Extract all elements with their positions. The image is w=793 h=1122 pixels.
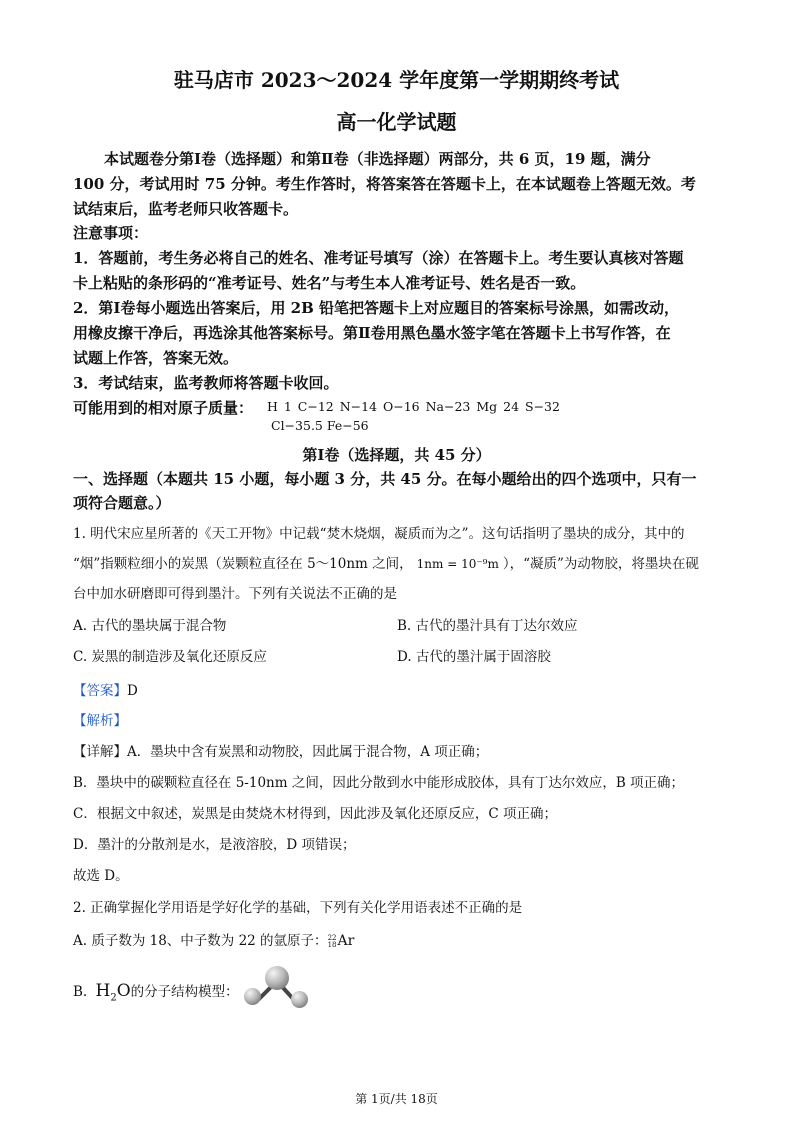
water-molecule-model [240,962,320,1012]
masses-label: 可能用到的相对原子质量： [73,399,254,417]
section-title: 第Ⅰ卷（选择题，共 45 分） [302,446,491,464]
q1-option: D. 古代的墨汁属于固溶胶 [397,649,551,665]
q1-option: B. 古代的墨汁具有丁达尔效应 [397,618,578,634]
q2-option-a [73,929,354,949]
option-text: A. 质子数为 18、中子数为 22 的氩原子： [73,933,328,949]
q1-stem [73,552,699,572]
detail-line: B．墨块中的碳颗粒直径在 5-10nm 之间，因此分散到水中能形成胶体，具有丁达尔效应，B 项正确； [73,775,685,791]
atomic-number: 18 [327,940,337,949]
masses-line: Cl−35.5 Fe−56 [271,418,369,433]
element-symbol: Ar [337,933,355,949]
formula-h: H [95,981,111,1001]
q2-option-b [73,980,239,1003]
detail-text: A．墨块中含有炭黑和动物胶，因此属于混合物，A 项正确； [127,744,489,760]
oxygen-atom [265,966,289,990]
hydrogen-atom [291,991,308,1008]
detail-line: 故选 D。 [73,868,129,884]
formula-o: O [116,981,131,1001]
q1-stem: 台中加水研磨即可得到墨汁。下列有关说法不正确的是 [73,586,397,602]
hydrogen-atom [244,988,261,1005]
note-line: 卡上粘贴的条形码的“准考证号、姓名”与考生本人准考证号、姓名是否一致。 [73,274,586,292]
nuclide-numbers [328,935,337,949]
note-line: 2．第Ⅰ卷每小题选出答案后，用 2B 铅笔把答题卡上对应题目的答案标号涂黑，如需改动， [73,299,680,317]
nm-formula: 1nm = 10⁻⁹m [416,557,499,571]
masses-line: H 1 C−12 N−14 O−16 Na−23 Mg 24 S−32 [267,399,560,414]
page-subtitle: 高一化学试题 [336,110,457,134]
q1-stem: 1. 明代宋应星所著的《天工开物》中记载“焚木烧烟，凝质而为之”。这句话指明了墨块的成分，其中的 [73,526,685,542]
note-line: 1．答题前，考生务必将自己的姓名、准考证号填写（涂）在答题卡上。考生要认真核对答题 [73,249,684,267]
formula-subscript: 2 [110,992,117,1004]
intro-line: 本试题卷分第Ⅰ卷（选择题）和第Ⅱ卷（非选择题）两部分，共 6 页，19 题，满分 [104,150,651,168]
note-line: 试题上作答，答案无效。 [73,349,239,367]
note-line: 用橡皮擦干净后，再选涂其他答案标号。第Ⅱ卷用黑色墨水签字笔在答题卡上书写作答，在 [73,324,671,342]
water-formula [95,981,131,1004]
answer-label: 【答案】 [73,683,127,699]
intro-line: 100 分，考试用时 75 分钟。考生作答时，将答案答在答题卡上，在本试题卷上答题无效。考 [73,175,696,193]
answer-value: D [127,683,138,699]
q1-option: A. 古代的墨块属于混合物 [73,618,227,634]
notes-heading: 注意事项： [73,224,149,242]
q1-answer [73,679,138,699]
detail-line: D．墨汁的分散剂是水，是液溶胶，D 项错误； [73,837,356,853]
option-text: 的分子结构模型： [130,984,239,1000]
page-footer: 第 1页/共 18页 [355,1092,438,1106]
detail-line [73,740,488,760]
section-heading: 一、选择题（本题共 15 小题，每小题 3 分，共 45 分。在每小题给出的四个选项中，只有一 [73,470,697,488]
q1-option: C. 炭黑的制造涉及氧化还原反应 [73,649,267,665]
q1-stem-part: ），“凝质”为动物胶，将墨块在砚 [502,556,699,572]
q2-stem: 2. 正确掌握化学用语是学好化学的基础，下列有关化学用语表述不正确的是 [73,900,523,916]
intro-line: 试结束后，监考老师只收答题卡。 [73,200,299,218]
page-title: 驻马店市 2023～2024 学年度第一学期期终考试 [173,68,620,92]
q1-stem-part: “烟”指颗粒细小的炭黑（炭颗粒直径在 5～10nm 之间， [73,556,413,572]
mass-number: 22 [327,933,337,942]
detail-label: 【详解】 [73,744,127,760]
analysis-label: 【解析】 [73,713,127,729]
option-label: B. [73,984,88,1000]
section-heading: 项符合题意。） [73,494,171,512]
note-line: 3．考试结束，监考教师将答题卡收回。 [73,374,339,392]
detail-line: C．根据文中叙述，炭黑是由焚烧木材得到，因此涉及氧化还原反应，C 项正确； [73,806,557,822]
